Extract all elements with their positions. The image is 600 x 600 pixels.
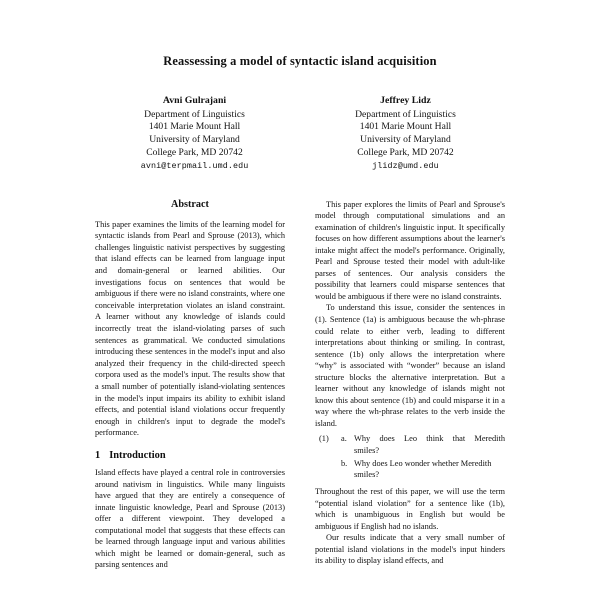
section-title: Introduction <box>109 450 166 462</box>
numbered-example <box>315 433 505 482</box>
abstract-heading: Abstract <box>171 198 209 210</box>
abstract-text: This paper examines the limits of the learning model for syntactic islands from Pearl and Sprouse (2013), which challenges linguistic nativist perspectives by suggesting that island effects can be learned from language input and domain-general or learned abilities. Our investigations focus on sentences that would be ambiguous if there were no island constraints, where one conceivable interpretation violates an island constraint. A learner without any knowledge of islands could incorrectly treat the island-violating parses of such sentences as grammatical. We conducted simulations introducing these sentences in the model's input and also analyzed their frequency in the child-directed speech corpora used as the model's input. The results show that a small number of potentially island-violating sentences in the model's input impairs its ability to exhibit island effects, and potential island violations occur frequently enough in children's input to degrade the model's performance. <box>95 219 285 438</box>
example-number: (1) <box>319 434 329 444</box>
author-address-line-1: 1401 Marie Mount Hall <box>359 121 452 133</box>
author-email[interactable]: jlidz@umd.edu <box>372 161 439 172</box>
author-address-line-1: 1401 Marie Mount Hall <box>148 121 241 133</box>
page-title: Reassessing a model of syntactic island acquisition <box>163 54 437 68</box>
right-column <box>315 199 505 572</box>
example-sentence-a-line-1: Why does Leo think that Meredith <box>354 434 505 444</box>
author-block-1 <box>101 95 288 173</box>
example-sentence-a <box>354 433 505 456</box>
author-address-line-2: University of Maryland <box>149 134 240 146</box>
right-paragraph-2: To understand this issue, consider the sentences in (1). Sentence (1a) is ambiguous because the wh-phrase could relate to either verb, leading to different interpretations about thinking or smiling. In contrast, sentence (1b) only allows the interpretation where “why” is associated with “wonder” because an island structure blocks the alternative interpretation. But a learner without any knowledge of islands might not know this about sentence (1b) and could misparse it in a way where the wh-phrase relates to the verb inside the island. <box>315 303 505 428</box>
author-block-2 <box>312 95 499 173</box>
example-items <box>341 433 505 482</box>
author-list <box>95 95 505 173</box>
right-paragraph-3: Throughout the rest of this paper, we will use the term “potential island violation” for a sentence like (1b), which is unambiguous in English but would be ambiguous if English had no islands. <box>315 487 505 531</box>
author-address-line-3: College Park, MD 20742 <box>146 146 243 158</box>
example-label-b: b. <box>341 458 348 468</box>
example-sentence-b-line-1: Why does Leo wonder whether Meredith <box>354 458 492 468</box>
right-paragraph-1: This paper explores the limits of Pearl and Sprouse's model through computational simulations and an examination of children's linguistic input. It specifically focuses on how different assumptions about the learner's intake might affect the model's performance. Originally, Pearl and Sprouse tested their model with adult-like parses of sentences. Our analysis considers the possibility that learners could misparse sentences that would be ambiguous if there were no island constraints. <box>315 199 505 301</box>
example-sentence-b-line-2: smiles? <box>354 470 380 480</box>
author-email[interactable]: avni@terpmail.umd.edu <box>140 161 249 172</box>
introduction-heading <box>95 450 285 461</box>
example-item-b <box>341 458 505 481</box>
example-item-a <box>341 433 505 456</box>
example-sentence-b <box>354 458 505 481</box>
example-sentence-a-line-2: smiles? <box>354 446 380 456</box>
author-address-line-2: University of Maryland <box>360 134 451 146</box>
author-name: Jeffrey Lidz <box>380 94 431 106</box>
left-column <box>95 199 285 572</box>
section-number: 1 <box>95 450 101 462</box>
two-column-body <box>95 199 505 572</box>
author-department: Department of Linguistics <box>355 108 456 120</box>
example-label-a: a. <box>341 434 347 444</box>
author-address-line-3: College Park, MD 20742 <box>357 146 454 158</box>
author-department: Department of Linguistics <box>144 108 245 120</box>
author-name: Avni Gulrajani <box>162 94 227 106</box>
introduction-paragraph-1: Island effects have played a central role in controversies around nativism in linguistics. While many linguists have argued that they are entirely a consequence of innate linguistic knowledge, Pearl and Sprouse (2013) offer a different viewpoint. They developed a computational model that suggests that these effects can be learned through language input and various abilities which might be learned or domain-general, such as parsing sentences and <box>95 468 285 570</box>
right-paragraph-4: Our results indicate that a very small number of potential island violations in the model's input hinders its ability to display island effects, and <box>315 533 505 566</box>
